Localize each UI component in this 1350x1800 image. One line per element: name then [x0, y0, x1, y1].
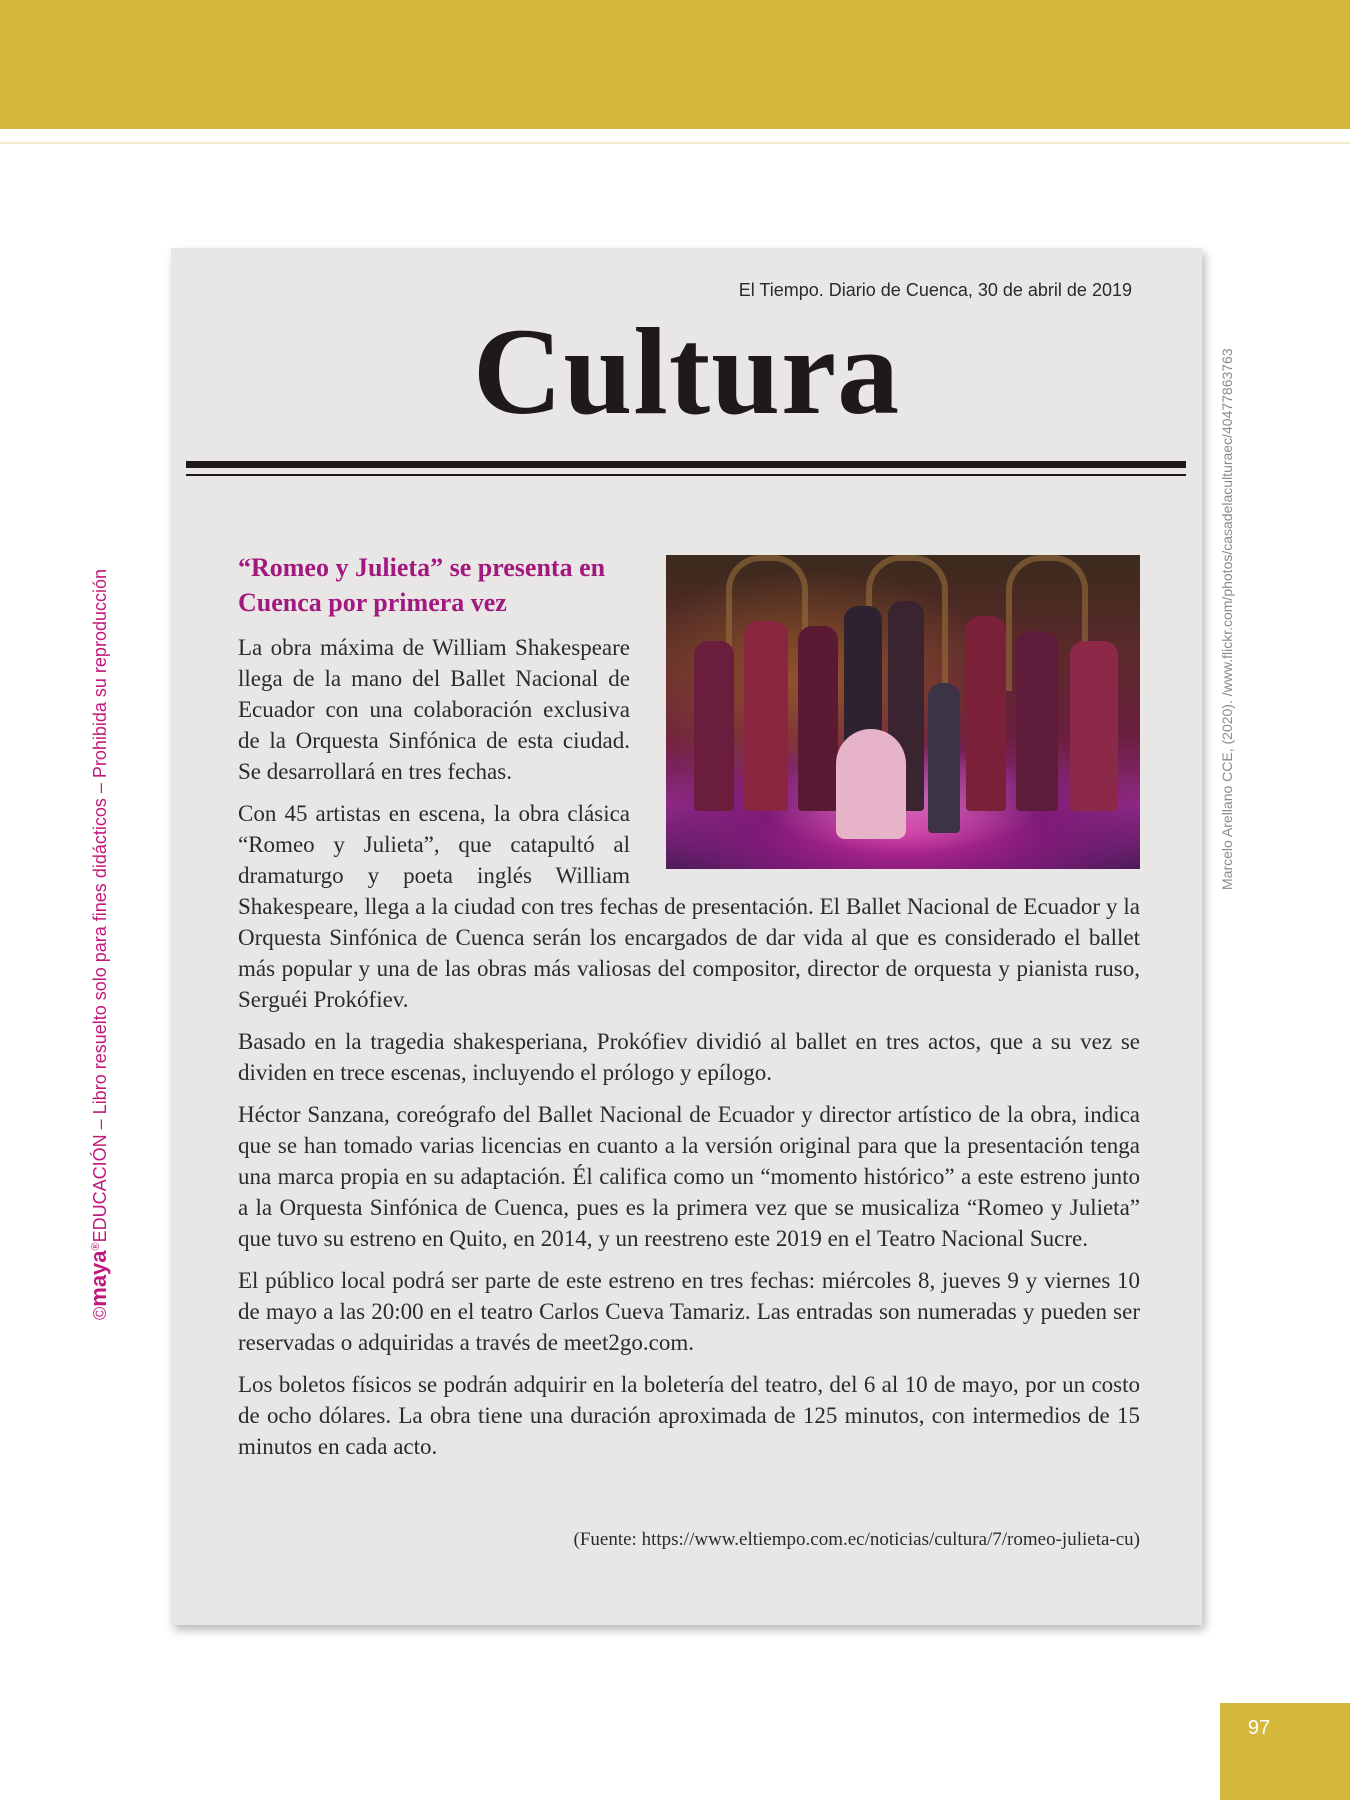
- article: [238, 550, 1140, 1473]
- photo-dancer: [928, 683, 960, 833]
- masthead-rule-thin: [186, 474, 1186, 476]
- masthead-rule-thick: [186, 461, 1186, 468]
- photo-figure: [966, 616, 1006, 811]
- article-paragraph: Con 45 artistas en escena, la obra clásica “Romeo y Julieta”, que catapultó al dramaturgo y poeta inglés William Shakespeare, llega a la ciudad con tres fechas de presentación. El Ballet Nacional de Ecuador y la Orquesta Sinfónica de Cuenca serán los encargados de dar vida al que es considerado el ballet más popular y una de las obras más valiosas del compositor, director de orquesta y pianista ruso, Serguéi Prokófiev.: [238, 801, 1140, 1012]
- dateline: El Tiempo. Diario de Cuenca, 30 de abril de 2019: [738, 280, 1132, 300]
- photo-figure: [1016, 631, 1058, 811]
- newspaper-clipping: [171, 248, 1202, 1625]
- copyright-notice: [86, 569, 112, 1320]
- page-number: 97: [1247, 1717, 1271, 1739]
- header-rule: [0, 142, 1350, 144]
- photo-figure: [694, 641, 734, 811]
- photo-ballerina: [836, 729, 906, 839]
- photo-figure: [1070, 641, 1118, 811]
- header-band: [0, 0, 1350, 129]
- photo-figure: [798, 626, 838, 811]
- copyright-symbol: ©: [90, 1306, 110, 1320]
- article-paragraph: La obra máxima de William Shakespeare llega de la mano del Ballet Nacional de Ecuador con una colaboración exclusiva de la Orquesta Sinfónica de esta ciudad. Se desarrollará en tres fechas.: [238, 635, 630, 784]
- article-paragraph: Basado en la tragedia shakesperiana, Prokófiev dividió al ballet en tres actos, que a su vez se dividen en trece escenas, incluyendo el prólogo y epílogo.: [238, 1029, 1140, 1085]
- photo-credit: Marcelo Arellano CCE, (2020). /www.flickr.com/photos/casadelaculturaec/40477863763: [1219, 348, 1235, 890]
- article-paragraph: Los boletos físicos se podrán adquirir en la boletería del teatro, del 6 al 10 de mayo, por un costo de ocho dólares. La obra tiene una duración aproximada de 125 minutos, con intermedios de 15 minutos en cada acto.: [238, 1372, 1140, 1459]
- ballet-photo: [666, 555, 1140, 869]
- article-source: (Fuente: https://www.eltiempo.com.ec/noticias/cultura/7/romeo-julieta-cu): [573, 1529, 1140, 1550]
- article-paragraph: Héctor Sanzana, coreógrafo del Ballet Nacional de Ecuador y director artístico de la obra, indica que se han tomado varias licencias en cuanto a la versión original para que la presentación tenga una marca propia en su adaptación. Él califica como un “momento histórico” a este estreno junto a la Orquesta Sinfónica de Cuenca, pues es la primera vez que se musicaliza “Romeo y Julieta” que tuvo su estreno en Quito, en 2014, y un reestreno este 2019 en el Teatro Nacional Sucre.: [238, 1102, 1140, 1251]
- article-headline: “Romeo y Julieta” se presenta en Cuenca por primera vez: [238, 553, 606, 617]
- page-number-tab: [1220, 1703, 1350, 1800]
- section-masthead: Cultura: [472, 303, 901, 440]
- brand-logo: maya: [86, 1250, 111, 1307]
- article-paragraph: El público local podrá ser parte de este estreno en tres fechas: miércoles 8, jueves 9 y viernes 10 de mayo a las 20:00 en el teatro Carlos Cueva Tamariz. Las entradas son numeradas y pueden ser reservadas o adquiridas a través de meet2go.com.: [238, 1268, 1140, 1355]
- photo-figure: [744, 621, 788, 811]
- registered-mark: ®: [90, 1242, 102, 1251]
- copyright-text: EDUCACIÓN – Libro resuelto solo para fines didácticos – Prohibida su reproducción: [90, 569, 110, 1243]
